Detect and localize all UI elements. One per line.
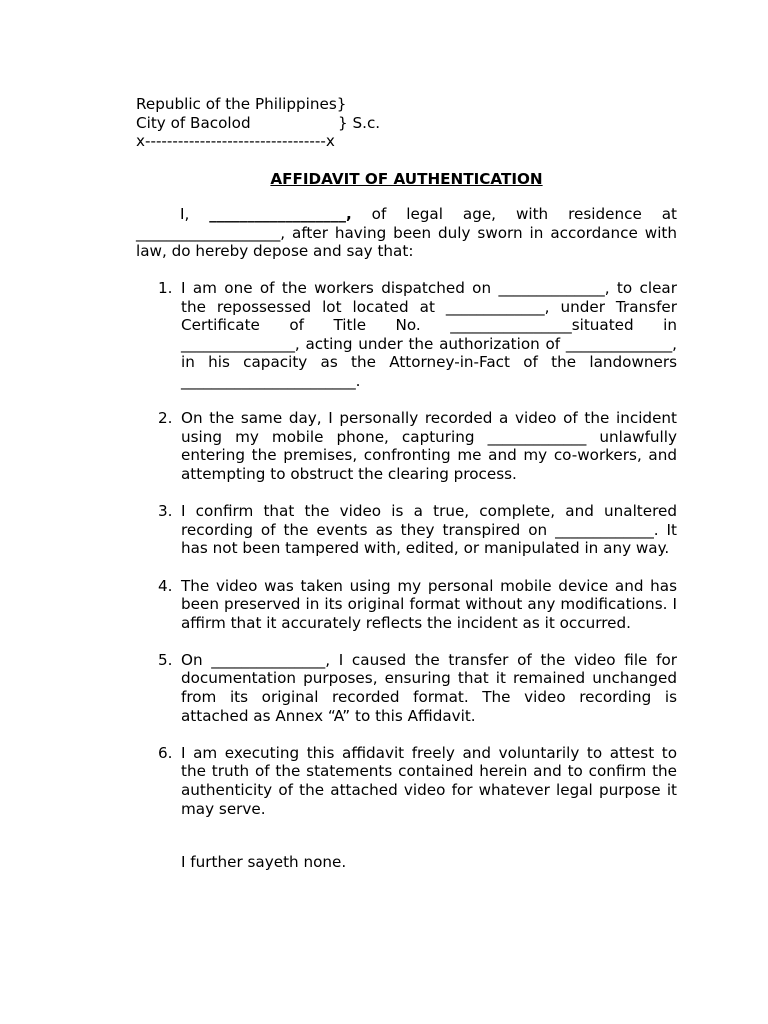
- statement-text: On the same day, I personally recorded a video of the incident using my mobile phone, capturing _____________ unlawfully entering the premises, confronting me and my co-workers, and attempting to obstruct the clearing process.: [181, 409, 677, 483]
- statement-item: [136, 744, 677, 818]
- statement-item: [136, 577, 677, 633]
- venue-caption: [136, 95, 436, 151]
- statement-text: I am one of the workers dispatched on ______________, to clear the repossessed lot located at _____________, under Transfer Certificate of Title No. ________________situated in _______________, acting under the authorization of ______________, in his capacity as the Attorney-in-Fact of the landowners _______________________.: [181, 279, 677, 390]
- intro-prefix: I,: [180, 205, 210, 223]
- statement-number: 5.: [158, 650, 173, 669]
- caption-city: City of Bacolod: [136, 113, 251, 132]
- caption-separator: x---------------------------------x: [136, 132, 335, 151]
- statement-number: 6.: [158, 743, 173, 762]
- intro-paragraph: [136, 205, 677, 261]
- statement-text: The video was taken using my personal mobile device and has been preserved in its original format without any modifications. I affirm that it accurately reflects the incident as it occurred.: [181, 576, 677, 632]
- caption-sc: } S.c.: [338, 113, 381, 132]
- closing-statement: I further sayeth none.: [181, 853, 347, 871]
- statement-number: 1.: [158, 279, 173, 297]
- numbered-statements: [136, 279, 677, 837]
- statement-number: 2.: [158, 409, 173, 428]
- caption-city-line: [136, 114, 436, 133]
- statement-text: I confirm that the video is a true, complete, and unaltered recording of the events as they transpired on _____________. It has not been tampered with, edited, or manipulated in any way.: [181, 502, 677, 558]
- document-title: AFFIDAVIT OF AUTHENTICATION: [270, 170, 543, 188]
- statement-text: On _______________, I caused the transfer of the video file for documentation purposes, ensuring that it remained unchanged from its original recorded format. The video recording is attached as Annex “A” to this Affidavit.: [181, 650, 677, 725]
- statement-number: 3.: [158, 502, 173, 521]
- statement-number: 4.: [158, 576, 173, 595]
- statement-item: [136, 502, 677, 558]
- statement-item: [136, 279, 677, 391]
- statement-text: I am executing this affidavit freely and voluntarily to attest to the truth of the statements contained herein and to confirm the authenticity of the attached video for whatever legal purpose it may serve.: [181, 743, 677, 818]
- affiant-name-blank: __________________,: [209, 205, 352, 223]
- intro-rest: of legal age, with residence at ___________________, after having been duly sworn in accordance with law, do hereby depose and say that:: [136, 205, 677, 261]
- statement-item: [136, 651, 677, 725]
- caption-republic: Republic of the Philippines}: [136, 95, 347, 113]
- statement-item: [136, 409, 677, 483]
